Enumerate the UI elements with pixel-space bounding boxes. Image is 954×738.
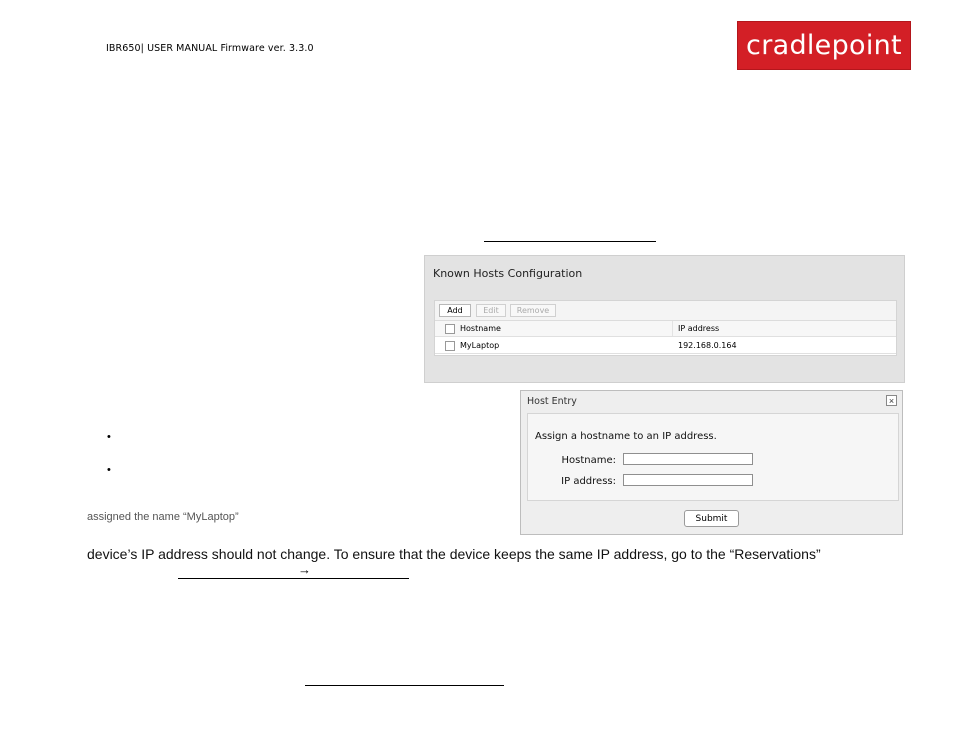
add-button[interactable]: Add [439, 304, 471, 317]
table-row[interactable] [435, 338, 896, 354]
hostname-input[interactable] [623, 453, 753, 465]
body-paragraph: device’s IP address should not change. To ensure that the device keeps the same IP address, go to the “Reservations” [87, 546, 821, 562]
cell-hostname: MyLaptop [460, 341, 500, 350]
hyperlink-underline-middle[interactable] [178, 578, 409, 579]
dialog-title: Host Entry [527, 396, 577, 407]
arrow-icon: → [298, 562, 311, 577]
dialog-instruction: Assign a hostname to an IP address. [535, 431, 717, 442]
submit-button[interactable]: Submit [684, 510, 739, 527]
bullet-1: • [107, 431, 111, 443]
panel-title: Known Hosts Configuration [433, 267, 583, 280]
table-toolbar [435, 301, 896, 321]
column-header-hostname[interactable]: Hostname [460, 324, 501, 333]
known-hosts-panel [424, 255, 905, 383]
hyperlink-underline-bottom[interactable] [305, 685, 504, 686]
ip-address-input[interactable] [623, 474, 753, 486]
host-entry-dialog [520, 390, 903, 535]
row-checkbox[interactable] [445, 341, 455, 351]
cradlepoint-logo: cradlepoint [737, 21, 911, 70]
table-header-row [435, 321, 896, 337]
close-icon[interactable]: × [886, 395, 897, 406]
hyperlink-underline-top[interactable] [484, 241, 656, 242]
ip-address-label: IP address: [561, 476, 616, 487]
dialog-form [527, 413, 899, 501]
remove-button[interactable]: Remove [510, 304, 556, 317]
known-hosts-table [434, 300, 897, 356]
hostname-label: Hostname: [561, 455, 616, 466]
column-header-ip[interactable]: IP address [678, 324, 720, 333]
cell-ip-address: 192.168.0.164 [678, 341, 737, 350]
bullet-2: • [107, 464, 111, 476]
figure-caption: assigned the name “MyLaptop” [87, 511, 239, 523]
column-divider [672, 321, 673, 336]
manual-header: IBR650| USER MANUAL Firmware ver. 3.3.0 [106, 43, 314, 54]
edit-button[interactable]: Edit [476, 304, 506, 317]
select-all-checkbox[interactable] [445, 324, 455, 334]
